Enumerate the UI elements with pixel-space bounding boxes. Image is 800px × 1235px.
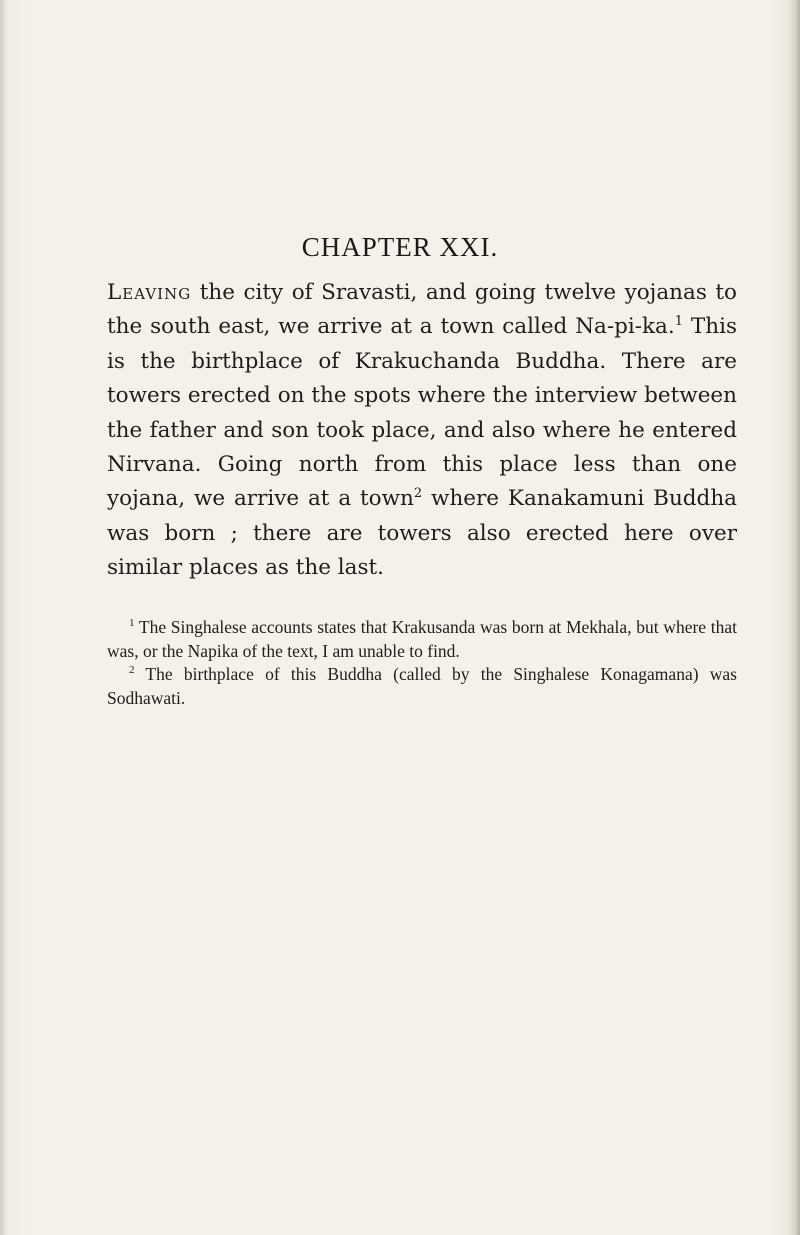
footnote-text-1: The Singhalese accounts states that Krakusanda was born at Mekhala, but where that was, or the Napika of the text, I am unable to find. [107, 617, 737, 661]
page-right-edge [788, 0, 800, 1235]
footnote-marker-1: 1 [129, 617, 135, 630]
footnote-marker-2: 2 [129, 664, 135, 677]
footnotes [107, 616, 737, 710]
chapter-title: CHAPTER XXI. [301, 232, 499, 262]
footnote-2 [107, 663, 737, 710]
page-left-edge [0, 0, 8, 1235]
paragraph-text-1: the city of Sravasti, and going twelve yojanas to the south east, we arrive at a town called Na-pi-ka. [107, 280, 737, 340]
footnote-ref-1: 1 [674, 314, 683, 330]
lead-word: Leaving [107, 280, 192, 305]
footnote-ref-2: 2 [413, 486, 423, 502]
footnote-text-2: The birthplace of this Buddha (called by the Singhalese Konagamana) was Sodhawati. [107, 664, 737, 708]
footnote-1 [107, 616, 737, 663]
paragraph-text-3: where Kanakamuni Buddha was born ; there are towers also erected here over similar places as the last. [107, 486, 737, 581]
paragraph-text-2: This is the birthplace of Krakuchanda Buddha. There are towers erected on the spots where the interview between the father and son took place, and also where he entered Nirvana. Going north from this place less than one yojana, we arrive at a town [107, 314, 737, 512]
body-paragraph [107, 276, 737, 586]
